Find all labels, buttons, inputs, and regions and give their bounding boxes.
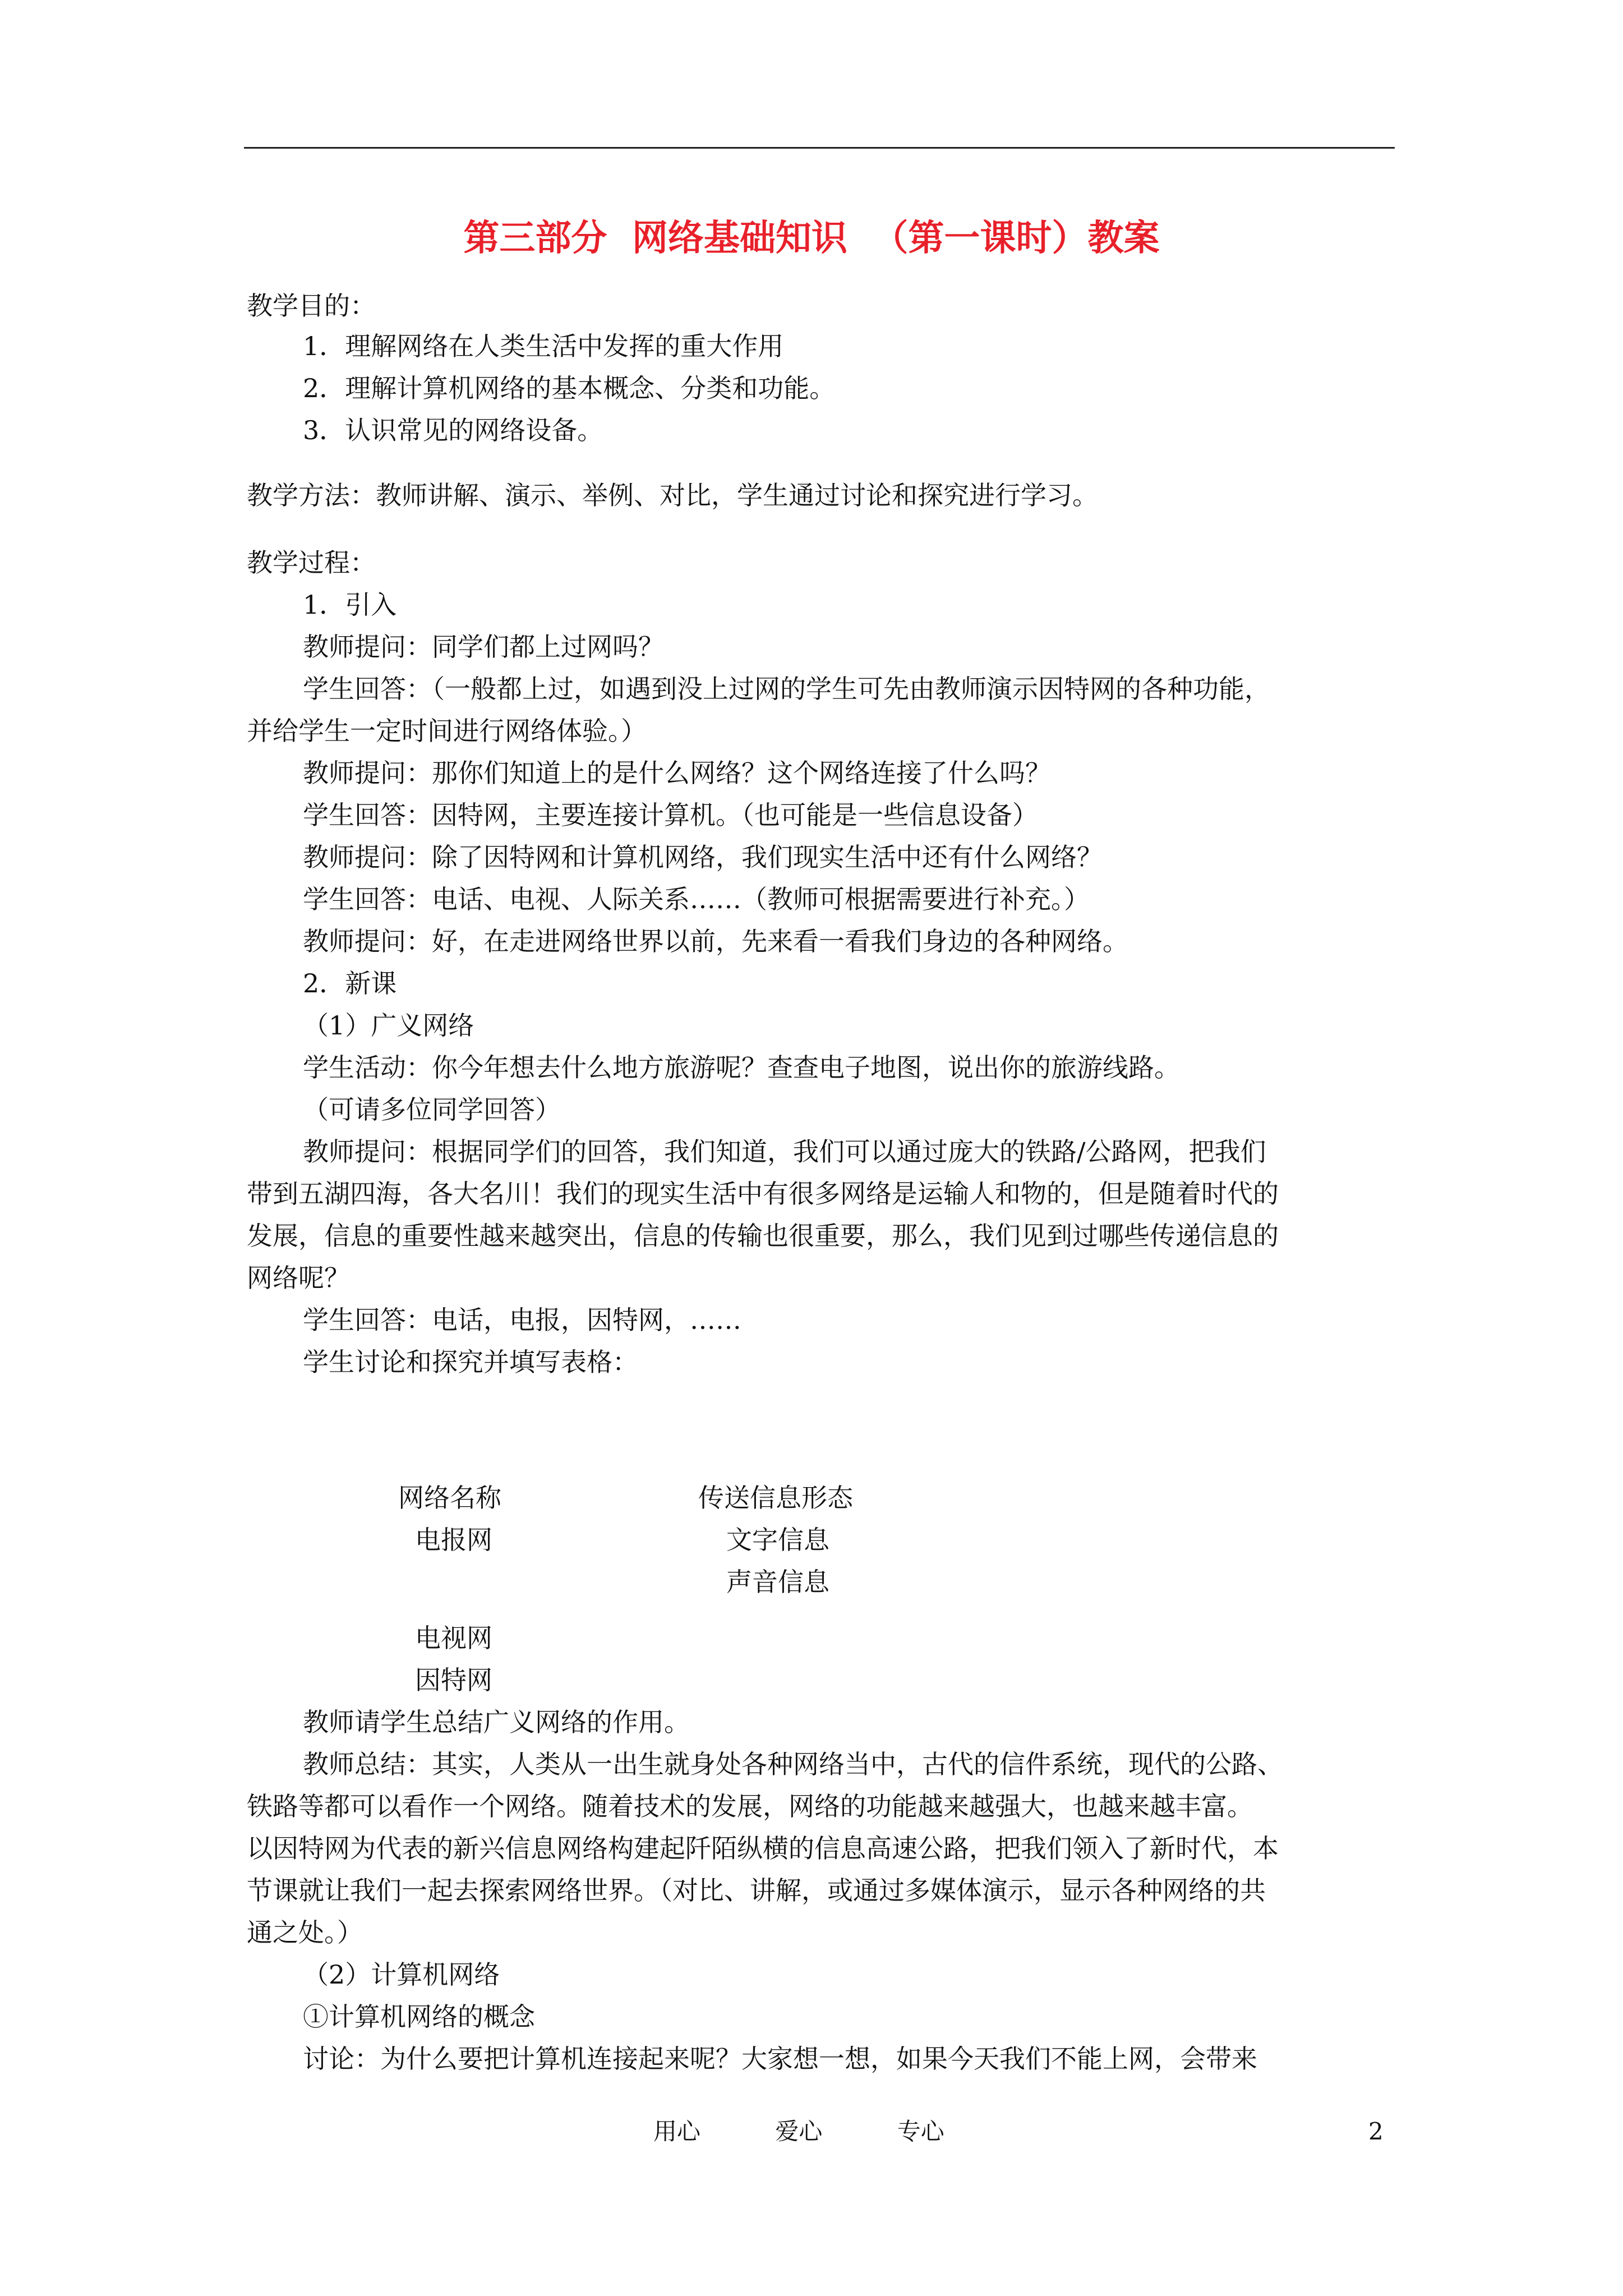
table-header-network-name: 网络名称: [398, 1483, 501, 1513]
document-title: 第三部分 网络基础知识 （第一课时）教案: [463, 217, 1160, 259]
section1-teacher-question: 带到五湖四海，各大名川！我们的现实生活中有很多网络是运输人和物的，但是随着时代的: [247, 1179, 1279, 1209]
header-rule: [244, 147, 1395, 149]
section2-subheading: ①计算机网络的概念: [303, 2001, 535, 2032]
section2-discussion: 讨论：为什么要把计算机连接起来呢？大家想一想，如果今天我们不能上网，会带来: [303, 2044, 1257, 2074]
objective-item: 2．理解计算机网络的基本概念、分类和功能。: [303, 373, 836, 403]
section1-heading: （1）广义网络: [303, 1010, 474, 1041]
intro-line: 教师提问：那你们知道上的是什么网络？这个网络连接了什么吗？: [303, 758, 1051, 788]
objective-item: 1．理解网络在人类生活中发挥的重大作用: [303, 331, 784, 361]
summary-request: 教师请学生总结广义网络的作用。: [303, 1707, 690, 1737]
table-header-info-form: 传送信息形态: [698, 1483, 853, 1513]
section1-activity: 学生活动：你今年想去什么地方旅游呢？查查电子地图，说出你的旅游线路。: [303, 1052, 1180, 1083]
footer-motto: 专心: [897, 2118, 944, 2145]
table-cell-form: 声音信息: [726, 1567, 829, 1597]
intro-line: 学生回答：（一般都上过，如遇到没上过网的学生可先由教师演示因特网的各种功能，: [303, 674, 1270, 704]
new-lesson-heading: 2．新课: [303, 968, 397, 999]
section1-student-answer: 学生回答：电话，电报，因特网，……: [303, 1305, 741, 1335]
footer-mottos: [653, 2115, 1012, 2148]
process-heading: 教学过程：: [247, 547, 376, 578]
intro-heading: 1．引入: [303, 590, 397, 620]
teaching-method: 教学方法：教师讲解、演示、举例、对比，学生通过讨论和探究进行学习。: [247, 480, 1098, 510]
summary-line: 以因特网为代表的新兴信息网络构建起阡陌纵横的信息高速公路，把我们领入了新时代，本: [247, 1833, 1279, 1864]
summary-line: 教师总结：其实，人类从一出生就身处各种网络当中，古代的信件系统，现代的公路、: [303, 1749, 1283, 1779]
intro-line: 学生回答：因特网，主要连接计算机。（也可能是一些信息设备）: [303, 800, 1038, 830]
footer-motto: 爱心: [775, 2118, 823, 2145]
summary-line: 节课就让我们一起去探索网络世界。（对比、讲解，或通过多媒体演示，显示各种网络的共: [247, 1875, 1266, 1906]
section1-teacher-question: 教师提问：根据同学们的回答，我们知道，我们可以通过庞大的铁路/公路网，把我们: [303, 1137, 1266, 1167]
intro-line: 教师提问：同学们都上过网吗？: [303, 632, 664, 662]
table-cell-name: 因特网: [415, 1665, 492, 1695]
section1-teacher-question: 发展，信息的重要性越来越突出，信息的传输也很重要，那么，我们见到过哪些传递信息的: [247, 1221, 1279, 1251]
footer-motto: 用心: [653, 2118, 701, 2145]
table-cell-form: 文字信息: [726, 1525, 829, 1555]
section1-table-intro: 学生讨论和探究并填写表格：: [303, 1347, 638, 1377]
intro-line: 教师提问：除了因特网和计算机网络，我们现实生活中还有什么网络？: [303, 842, 1103, 872]
table-cell-name: 电视网: [415, 1623, 492, 1653]
intro-line: 学生回答：电话、电视、人际关系……（教师可根据需要进行补充。）: [303, 884, 1090, 914]
intro-continuation: 并给学生一定时间进行网络体验。）: [247, 716, 647, 746]
summary-line: 铁路等都可以看作一个网络。随着技术的发展，网络的功能越来越强大，也越来越丰富。: [247, 1791, 1253, 1821]
page-number: 2: [1368, 2118, 1384, 2145]
section2-heading: （2）计算机网络: [303, 1959, 500, 1990]
summary-line: 通之处。）: [247, 1917, 363, 1948]
section1-teacher-question: 网络呢？: [247, 1263, 350, 1293]
objectives-heading: 教学目的：: [247, 291, 376, 321]
intro-line: 教师提问：好，在走进网络世界以前，先来看一看我们身边的各种网络。: [303, 926, 1128, 956]
section1-note: （可请多位同学回答）: [303, 1094, 561, 1125]
objective-item: 3．认识常见的网络设备。: [303, 415, 603, 445]
table-cell-name: 电报网: [415, 1525, 492, 1555]
